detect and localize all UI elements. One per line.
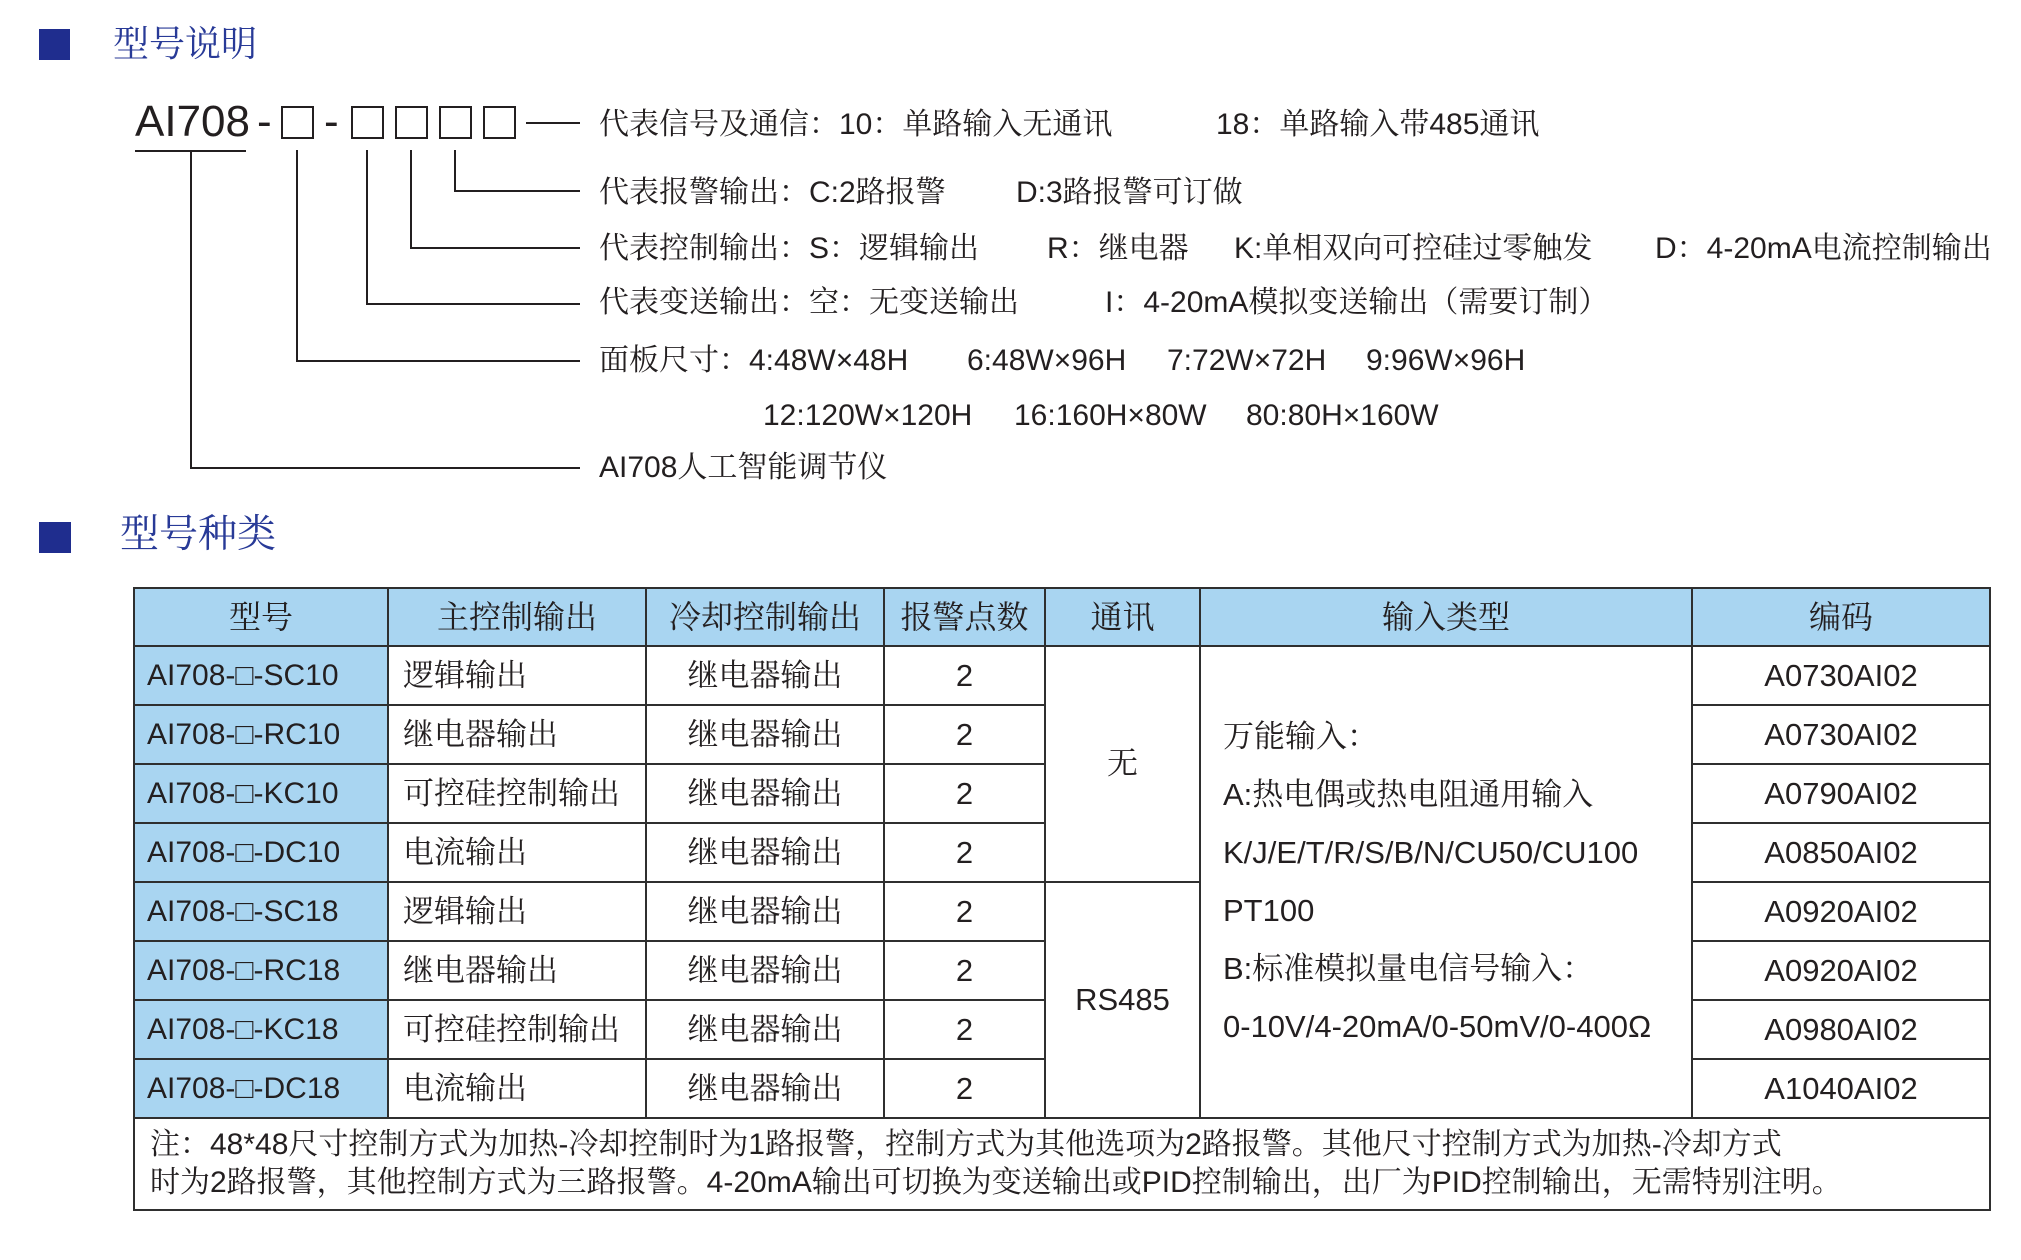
cell-model: AI708-□-DC10: [134, 823, 388, 882]
legend-option: 18：单路输入带485通讯: [1216, 108, 1540, 141]
legend-option: D：4-20mA电流控制输出: [1655, 232, 1992, 265]
table-row: [134, 882, 1990, 941]
table-note: [134, 1118, 1990, 1210]
legend-label: 面板尺寸：: [599, 344, 749, 377]
header-model: 型号: [134, 588, 388, 646]
cell-alarm-points: 2: [884, 1059, 1045, 1118]
table-note-row: [134, 1118, 1990, 1210]
legend-label: AI708人工智能调节仪: [599, 451, 888, 484]
cell-code: A0790AI02: [1692, 764, 1990, 823]
legend-option: 4:48W×48H: [749, 344, 909, 377]
legend-option: I：4-20mA模拟变送输出（需要订制）: [1105, 286, 1609, 319]
cell-code: A0920AI02: [1692, 941, 1990, 1000]
connector-line: [366, 150, 368, 305]
legend-option: 7:72W×72H: [1167, 344, 1327, 377]
cell-main-output: 继电器输出: [388, 941, 646, 1000]
cell-model: AI708-□-KC18: [134, 1000, 388, 1059]
legend-row-transmit: [0, 286, 2021, 320]
header-input-type: 输入类型: [1200, 588, 1692, 646]
cell-code: A0920AI02: [1692, 882, 1990, 941]
cell-model: AI708-□-RC10: [134, 705, 388, 764]
cell-cooling-output: 继电器输出: [646, 823, 884, 882]
input-type-line: K/J/E/T/R/S/B/N/CU50/CU100: [1223, 835, 1639, 870]
cell-alarm-points: 2: [884, 823, 1045, 882]
cell-model: AI708-□-RC18: [134, 941, 388, 1000]
cell-cooling-output: 继电器输出: [646, 1000, 884, 1059]
legend-option: 空：无变送输出: [809, 286, 1019, 319]
cell-main-output: 逻辑输出: [388, 882, 646, 941]
cell-code: A0850AI02: [1692, 823, 1990, 882]
legend-option: 80:80H×160W: [1246, 399, 1439, 432]
legend-option: 6:48W×96H: [967, 344, 1127, 377]
cell-model: AI708-□-KC10: [134, 764, 388, 823]
cell-code: A0980AI02: [1692, 1000, 1990, 1059]
legend-option: C:2路报警: [809, 176, 946, 209]
cell-cooling-output: 继电器输出: [646, 646, 884, 705]
legend-row-alarm: [0, 176, 2021, 210]
model-code-separator: -: [324, 97, 339, 146]
cell-alarm-points: 2: [884, 1000, 1045, 1059]
input-type-line: PT100: [1223, 893, 1315, 928]
legend-label: 代表信号及通信：: [599, 108, 839, 141]
legend-label: 代表报警输出：: [599, 176, 809, 209]
cell-main-output: 可控硅控制输出: [388, 1000, 646, 1059]
cell-alarm-points: 2: [884, 941, 1045, 1000]
cell-comm: 无: [1045, 646, 1200, 882]
cell-cooling-output: 继电器输出: [646, 705, 884, 764]
cell-main-output: 电流输出: [388, 823, 646, 882]
section-title-model-explain: 型号说明: [113, 23, 258, 64]
input-type-line: 0-10V/4-20mA/0-50mV/0-400Ω: [1223, 1009, 1652, 1044]
header-comm: 通讯: [1045, 588, 1200, 646]
cell-alarm-points: 2: [884, 882, 1045, 941]
cell-main-output: 逻辑输出: [388, 646, 646, 705]
cell-alarm-points: 2: [884, 705, 1045, 764]
model-types-table: [133, 587, 1991, 1211]
cell-code: A1040AI02: [1692, 1059, 1990, 1118]
table-row: [134, 646, 1990, 705]
cell-main-output: 可控硅控制输出: [388, 764, 646, 823]
header-cooling-output: 冷却控制输出: [646, 588, 884, 646]
legend-option: D:3路报警可订做: [1016, 176, 1243, 209]
table-header-row: [134, 588, 1990, 646]
header-code: 编码: [1692, 588, 1990, 646]
section-marker-square: [39, 29, 70, 60]
cell-model: AI708-□-DC18: [134, 1059, 388, 1118]
legend-row-panel-size-continued: [0, 399, 2021, 433]
cell-cooling-output: 继电器输出: [646, 941, 884, 1000]
input-type-line: B:标准模拟量电信号输入：: [1223, 951, 1594, 986]
cell-cooling-output: 继电器输出: [646, 882, 884, 941]
section-title-model-types: 型号种类: [120, 513, 277, 556]
cell-alarm-points: 2: [884, 646, 1045, 705]
legend-option: 10：单路输入无通讯: [839, 108, 1113, 141]
cell-comm: RS485: [1045, 882, 1200, 1118]
legend-label: 代表控制输出：: [599, 232, 809, 265]
cell-model: AI708-□-SC10: [134, 646, 388, 705]
legend-option: 9:96W×96H: [1366, 344, 1526, 377]
legend-row-panel-size: [0, 344, 2021, 378]
cell-model: AI708-□-SC18: [134, 882, 388, 941]
cell-code: A0730AI02: [1692, 705, 1990, 764]
cell-cooling-output: 继电器输出: [646, 1059, 884, 1118]
note-line: 注：48*48尺寸控制方式为加热-冷却控制时为1路报警，控制方式为其他选项为2路报警。其他尺寸控制方式为加热-冷却方式: [150, 1128, 1782, 1161]
model-code-separator: -: [257, 97, 272, 146]
input-type-line: 万能输入：: [1223, 719, 1378, 754]
legend-option: S：逻辑输出: [809, 232, 980, 265]
note-line: 时为2路报警，其他控制方式为三路报警。4-20mA输出可切换为变送输出或PID控制输出，出厂为PID控制输出，无需特别注明。: [150, 1166, 1842, 1199]
legend-option: K:单相双向可控硅过零触发: [1234, 232, 1593, 265]
cell-alarm-points: 2: [884, 764, 1045, 823]
cell-input-type: [1200, 646, 1692, 1118]
cell-main-output: 继电器输出: [388, 705, 646, 764]
cell-main-output: 电流输出: [388, 1059, 646, 1118]
header-main-output: 主控制输出: [388, 588, 646, 646]
legend-option: 16:160H×80W: [1014, 399, 1207, 432]
header-alarm-points: 报警点数: [884, 588, 1045, 646]
legend-option: 12:120W×120H: [763, 399, 973, 432]
model-code-prefix: AI708: [135, 97, 250, 146]
legend-row-comm: [0, 108, 2021, 142]
legend-label: 代表变送输出：: [599, 286, 809, 319]
input-type-line: A:热电偶或热电阻通用输入: [1223, 777, 1594, 812]
legend-row-product: [0, 451, 2021, 485]
legend-row-control: [0, 232, 2021, 266]
section-marker-square: [39, 522, 71, 553]
cell-cooling-output: 继电器输出: [646, 764, 884, 823]
legend-option: R：继电器: [1047, 232, 1189, 265]
cell-code: A0730AI02: [1692, 646, 1990, 705]
